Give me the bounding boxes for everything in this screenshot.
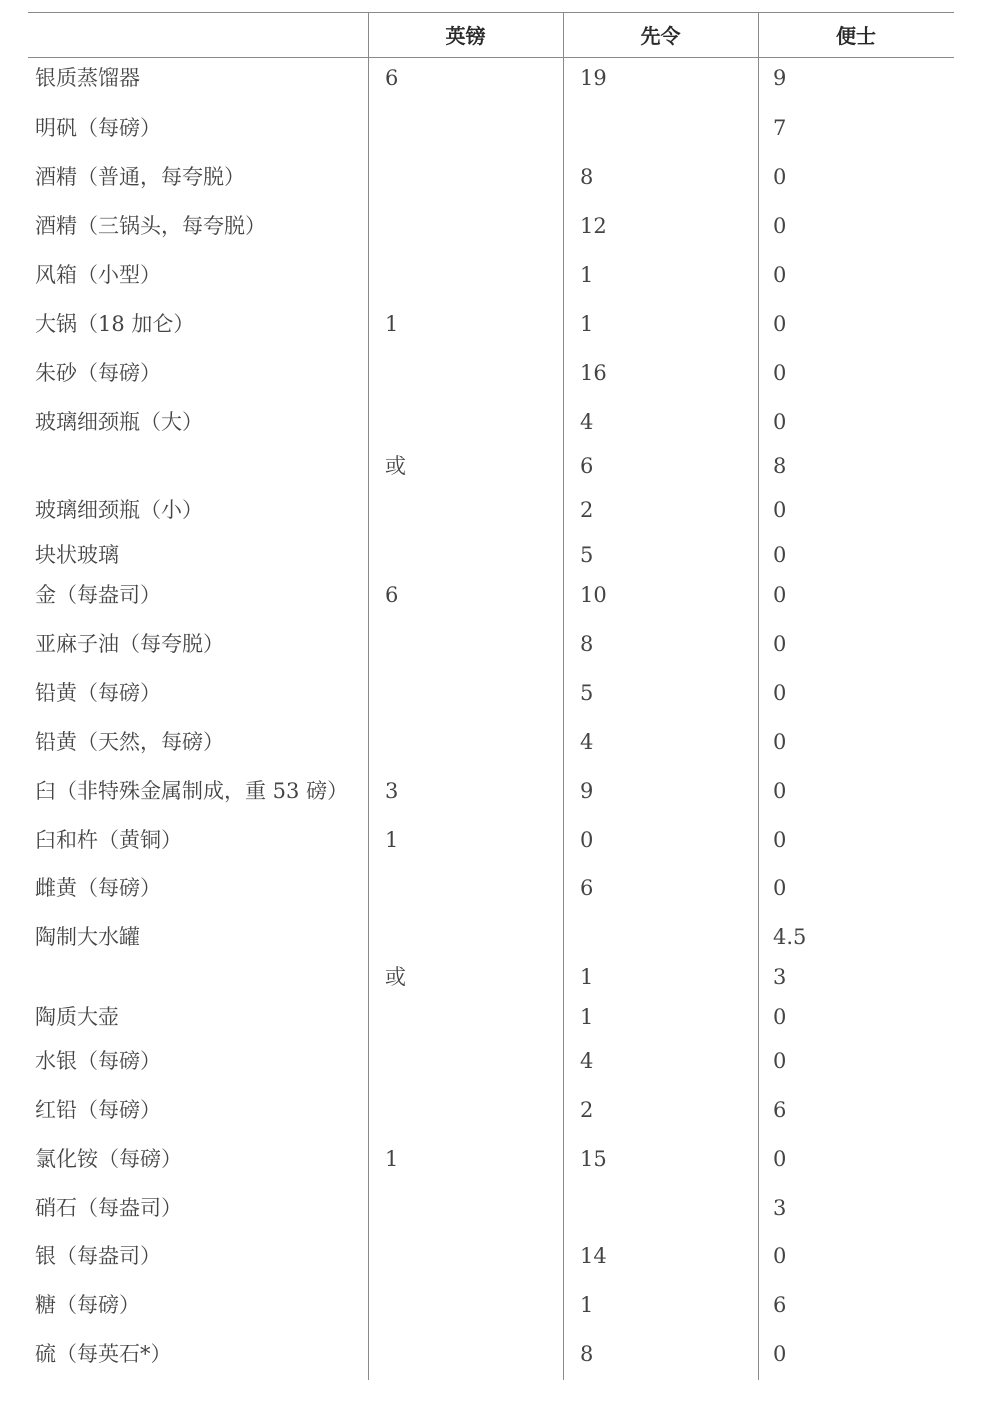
cell-pence: 0 [773, 828, 787, 852]
cell-shilling: 8 [580, 165, 594, 189]
cell-shilling: 6 [580, 454, 594, 478]
column-divider-3 [758, 12, 759, 1380]
table-header-rule [28, 57, 954, 58]
cell-item: 朱砂（每磅） [35, 361, 161, 385]
cell-pence: 3 [773, 965, 787, 989]
cell-shilling: 5 [580, 681, 594, 705]
cell-shilling: 5 [580, 543, 594, 567]
cell-shilling: 15 [580, 1147, 607, 1171]
cell-pence: 6 [773, 1293, 787, 1317]
header-pound: 英镑 [445, 24, 486, 48]
cell-item: 明矾（每磅） [35, 116, 161, 140]
cell-pence: 0 [773, 1005, 787, 1029]
cell-shilling: 6 [580, 876, 594, 900]
cell-shilling: 12 [580, 214, 607, 238]
cell-item: 氯化铵（每磅） [35, 1147, 182, 1171]
cell-item: 大锅（18 加仑） [35, 312, 195, 336]
cell-shilling: 9 [580, 779, 594, 803]
cell-pence: 0 [773, 1342, 787, 1366]
cell-pence: 0 [773, 779, 787, 803]
cell-shilling: 1 [580, 312, 594, 336]
cell-item: 银（每盎司） [35, 1244, 161, 1268]
cell-shilling: 1 [580, 1293, 594, 1317]
cell-shilling: 0 [580, 828, 594, 852]
cell-pence: 8 [773, 454, 787, 478]
cell-pound: 或 [385, 454, 406, 478]
header-shilling: 先令 [640, 24, 681, 48]
cell-shilling: 10 [580, 583, 607, 607]
cell-item: 玻璃细颈瓶（小） [35, 498, 203, 522]
cell-shilling: 4 [580, 410, 594, 434]
cell-item: 硫（每英石*） [35, 1342, 172, 1366]
cell-pence: 0 [773, 543, 787, 567]
cell-pence: 0 [773, 730, 787, 754]
cell-item: 玻璃细颈瓶（大） [35, 410, 203, 434]
cell-shilling: 1 [580, 965, 594, 989]
cell-pence: 0 [773, 165, 787, 189]
cell-pence: 0 [773, 498, 787, 522]
cell-shilling: 14 [580, 1244, 607, 1268]
cell-shilling: 1 [580, 263, 594, 287]
cell-shilling: 4 [580, 1049, 594, 1073]
cell-pound: 6 [385, 66, 399, 90]
cell-shilling: 19 [580, 66, 607, 90]
cell-pence: 0 [773, 1147, 787, 1171]
cell-pound: 或 [385, 965, 406, 989]
table-top-rule [28, 12, 954, 13]
cell-item: 雌黄（每磅） [35, 876, 161, 900]
cell-pence: 0 [773, 214, 787, 238]
cell-shilling: 8 [580, 632, 594, 656]
cell-shilling: 2 [580, 498, 594, 522]
cell-item: 陶质大壶 [35, 1005, 119, 1029]
cell-pence: 0 [773, 1049, 787, 1073]
cell-pence: 7 [773, 116, 787, 140]
cell-shilling: 16 [580, 361, 607, 385]
cell-item: 亚麻子油（每夸脱） [35, 632, 224, 656]
cell-pence: 0 [773, 583, 787, 607]
cell-pence: 0 [773, 410, 787, 434]
cell-pence: 0 [773, 312, 787, 336]
cell-shilling: 2 [580, 1098, 594, 1122]
cell-pence: 0 [773, 876, 787, 900]
cell-pound: 3 [385, 779, 399, 803]
column-divider-2 [563, 12, 564, 1380]
cell-item: 酒精（三锅头，每夸脱） [35, 214, 266, 238]
cell-item: 铅黄（每磅） [35, 681, 161, 705]
cell-item: 臼（非特殊金属制成，重 53 磅） [35, 779, 349, 803]
cell-item: 风箱（小型） [35, 263, 161, 287]
cell-pence: 9 [773, 66, 787, 90]
cell-shilling: 1 [580, 1005, 594, 1029]
cell-item: 糖（每磅） [35, 1293, 140, 1317]
cell-item: 臼和杵（黄铜） [35, 828, 182, 852]
cell-pence: 0 [773, 361, 787, 385]
cell-item: 银质蒸馏器 [35, 66, 140, 90]
cell-pence: 6 [773, 1098, 787, 1122]
cell-pound: 1 [385, 1147, 399, 1171]
cell-pence: 0 [773, 632, 787, 656]
cell-pound: 1 [385, 312, 399, 336]
cell-item: 红铅（每磅） [35, 1098, 161, 1122]
cell-pence: 0 [773, 263, 787, 287]
cell-item: 硝石（每盎司） [35, 1196, 182, 1220]
cell-item: 陶制大水罐 [35, 925, 140, 949]
cell-item: 块状玻璃 [35, 543, 119, 567]
cell-shilling: 4 [580, 730, 594, 754]
cell-pound: 6 [385, 583, 399, 607]
column-divider-1 [368, 12, 369, 1380]
cell-item: 金（每盎司） [35, 583, 161, 607]
cell-pence: 0 [773, 681, 787, 705]
cell-pence: 0 [773, 1244, 787, 1268]
cell-item: 铅黄（天然，每磅） [35, 730, 224, 754]
cell-pence: 4.5 [773, 925, 807, 949]
cell-pence: 3 [773, 1196, 787, 1220]
cell-item: 酒精（普通，每夸脱） [35, 165, 245, 189]
cell-item: 水银（每磅） [35, 1049, 161, 1073]
header-pence: 便士 [836, 24, 876, 48]
cell-shilling: 8 [580, 1342, 594, 1366]
header-item [28, 20, 368, 52]
cell-pound: 1 [385, 828, 399, 852]
